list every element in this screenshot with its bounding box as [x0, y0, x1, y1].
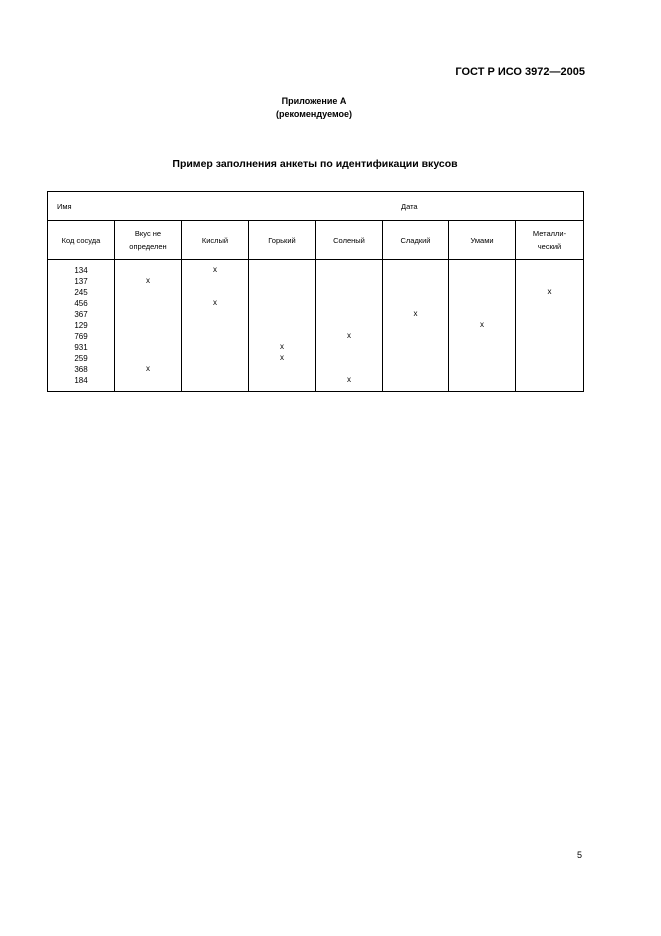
- vessel-code: 245: [74, 288, 88, 297]
- vessel-code: 456: [74, 299, 88, 308]
- sweet-cell: [383, 260, 449, 392]
- column-header-line: Умами: [470, 235, 494, 245]
- column-header: [115, 221, 182, 260]
- salty-cell: [316, 260, 383, 392]
- taste-mark: x: [213, 265, 217, 274]
- column-header: [383, 221, 449, 260]
- sour-cell: [182, 260, 249, 392]
- taste-mark: x: [213, 298, 217, 307]
- column-header-line: Вкус не: [134, 229, 162, 238]
- column-header-row: [48, 221, 584, 260]
- taste-mark: x: [146, 276, 150, 285]
- column-header: [316, 221, 383, 260]
- taste-mark: x: [347, 375, 351, 384]
- vessel-code: 259: [74, 354, 88, 363]
- column-header-line: определен: [129, 242, 167, 251]
- annex-title: Приложение А: [281, 96, 347, 106]
- name-label: Имя: [57, 202, 72, 211]
- column-header: [182, 221, 249, 260]
- column-header-line: ческий: [537, 242, 562, 251]
- column-header-line: Код сосуда: [61, 235, 101, 245]
- vessel-code: 129: [74, 321, 88, 330]
- vessel-code: 134: [74, 266, 88, 275]
- date-label: Дата: [401, 202, 418, 211]
- bitter-cell: [249, 260, 316, 392]
- vessel-code: 769: [74, 332, 88, 341]
- annex-header: [0, 95, 628, 121]
- taste-mark: x: [480, 320, 484, 329]
- document-code: ГОСТ Р ИСО 3972—2005: [455, 66, 585, 78]
- taste-mark: x: [413, 309, 418, 318]
- column-header-line: Соленый: [333, 235, 365, 245]
- column-header: [48, 221, 115, 260]
- taste-mark: x: [547, 287, 552, 296]
- column-header: [449, 221, 516, 260]
- vessel-code: 367: [74, 310, 88, 319]
- column-header-line: Кислый: [201, 235, 229, 245]
- vessel-code: 931: [74, 343, 88, 352]
- annex-subtitle: (рекомендуемое): [276, 109, 352, 119]
- name-date-row: [48, 192, 584, 221]
- metallic-cell: [516, 260, 584, 392]
- vessel-codes-cell: [48, 260, 115, 392]
- taste-mark: x: [280, 342, 284, 351]
- undetermined-cell: [115, 260, 182, 392]
- taste-identification-table: [47, 191, 584, 392]
- taste-mark: x: [146, 364, 150, 373]
- column-header-line: Металли-: [532, 229, 567, 238]
- page-number: 5: [577, 850, 583, 860]
- data-row: [48, 260, 584, 392]
- vessel-code: 368: [74, 365, 88, 374]
- column-header-line: Сладкий: [400, 235, 431, 245]
- vessel-code: 137: [74, 277, 88, 286]
- vessel-code: 184: [74, 376, 88, 385]
- taste-mark: x: [280, 353, 284, 362]
- column-header-line: Горький: [268, 235, 296, 245]
- column-header: [516, 221, 584, 260]
- umami-cell: [449, 260, 516, 392]
- taste-mark: x: [347, 331, 351, 340]
- section-heading: Пример заполнения анкеты по идентификации вкусов: [172, 158, 458, 170]
- column-header: [249, 221, 316, 260]
